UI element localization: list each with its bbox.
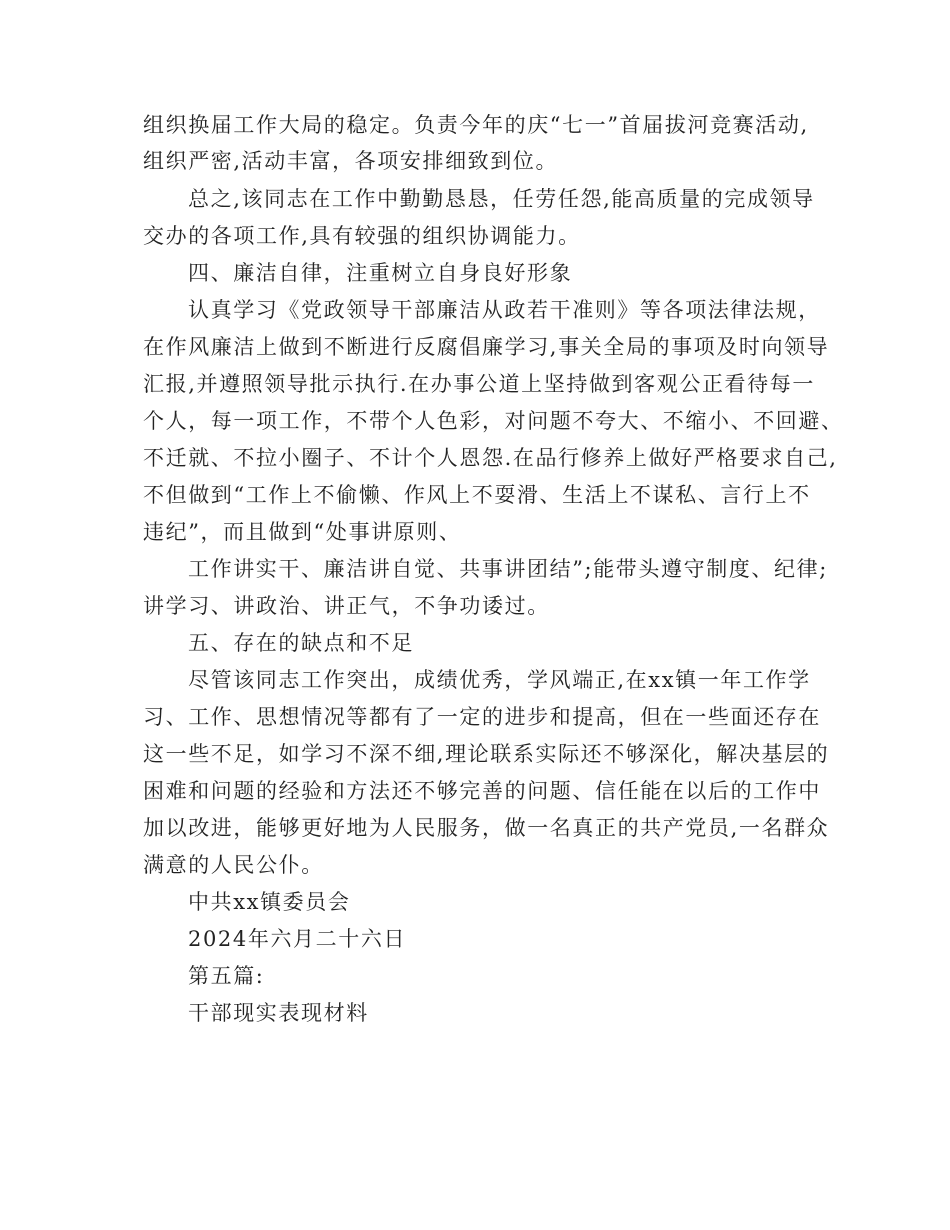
chapter-title: 干部现实表现材料: [188, 1001, 369, 1025]
signature-date: 2024年六月二十六日: [188, 927, 407, 951]
text-line: 汇报,并遵照领导批示执行.在办事公道上坚持做到客观公正看待每一: [143, 372, 815, 396]
paragraph-start: 认真学习《党政领导干部廉洁从政若干准则》等各项法律法规，: [188, 298, 821, 322]
text-line: 满意的人民公仆。: [143, 853, 324, 877]
signature-organization: 中共xx镇委员会: [188, 890, 351, 914]
text-line: 个人，每一项工作，不带个人色彩，对问题不夸大、不缩小、不回避、: [143, 409, 844, 433]
text-line: 交办的各项工作,具有较强的组织协调能力。: [143, 224, 581, 248]
text-line: 不但做到“工作上不偷懒、作风上不耍滑、生活上不谋私、言行上不: [143, 483, 811, 507]
paragraph-start: 尽管该同志工作突出，成绩优秀，学风端正,在xx镇一年工作学: [188, 668, 811, 692]
text-line: 违纪”，而且做到“处事讲原则、: [143, 520, 462, 544]
text-line: 讲学习、讲政治、讲正气，不争功诿过。: [143, 594, 550, 618]
paragraph-start: 总之,该同志在工作中勤勤恳恳，任劳任怨,能高质量的完成领导: [188, 187, 815, 211]
text-line: 组织换届工作大局的稳定。负责今年的庆“七一”首届拔河竞赛活动,: [143, 113, 809, 137]
text-line: 这一些不足，如学习不深不细,理论联系实际还不够深化，解决基层的: [143, 742, 830, 766]
text-line: 困难和问题的经验和方法还不够完善的问题、信任能在以后的工作中: [143, 779, 821, 803]
chapter-label: 第五篇:: [188, 964, 265, 988]
text-line: 在作风廉洁上做到不断进行反腐倡廉学习,事关全局的事项及时向领导: [143, 335, 830, 359]
paragraph-start: 工作讲实干、廉洁讲自觉、共事讲团结”;能带头遵守制度、纪律;: [188, 557, 828, 581]
section-heading-5: 五、存在的缺点和不足: [188, 631, 414, 655]
text-line: 不迁就、不拉小圈子、不计个人恩怨.在品行修养上做好严格要求自己,: [143, 446, 838, 470]
section-heading-4: 四、廉洁自律，注重树立自身良好形象: [188, 261, 573, 285]
text-line: 习、工作、思想情况等都有了一定的进步和提高，但在一些面还存在: [143, 705, 821, 729]
text-line: 组织严密,活动丰富，各项安排细致到位。: [143, 149, 559, 173]
text-line: 加以改进，能够更好地为人民服务，做一名真正的共产党员,一名群众: [143, 816, 830, 840]
